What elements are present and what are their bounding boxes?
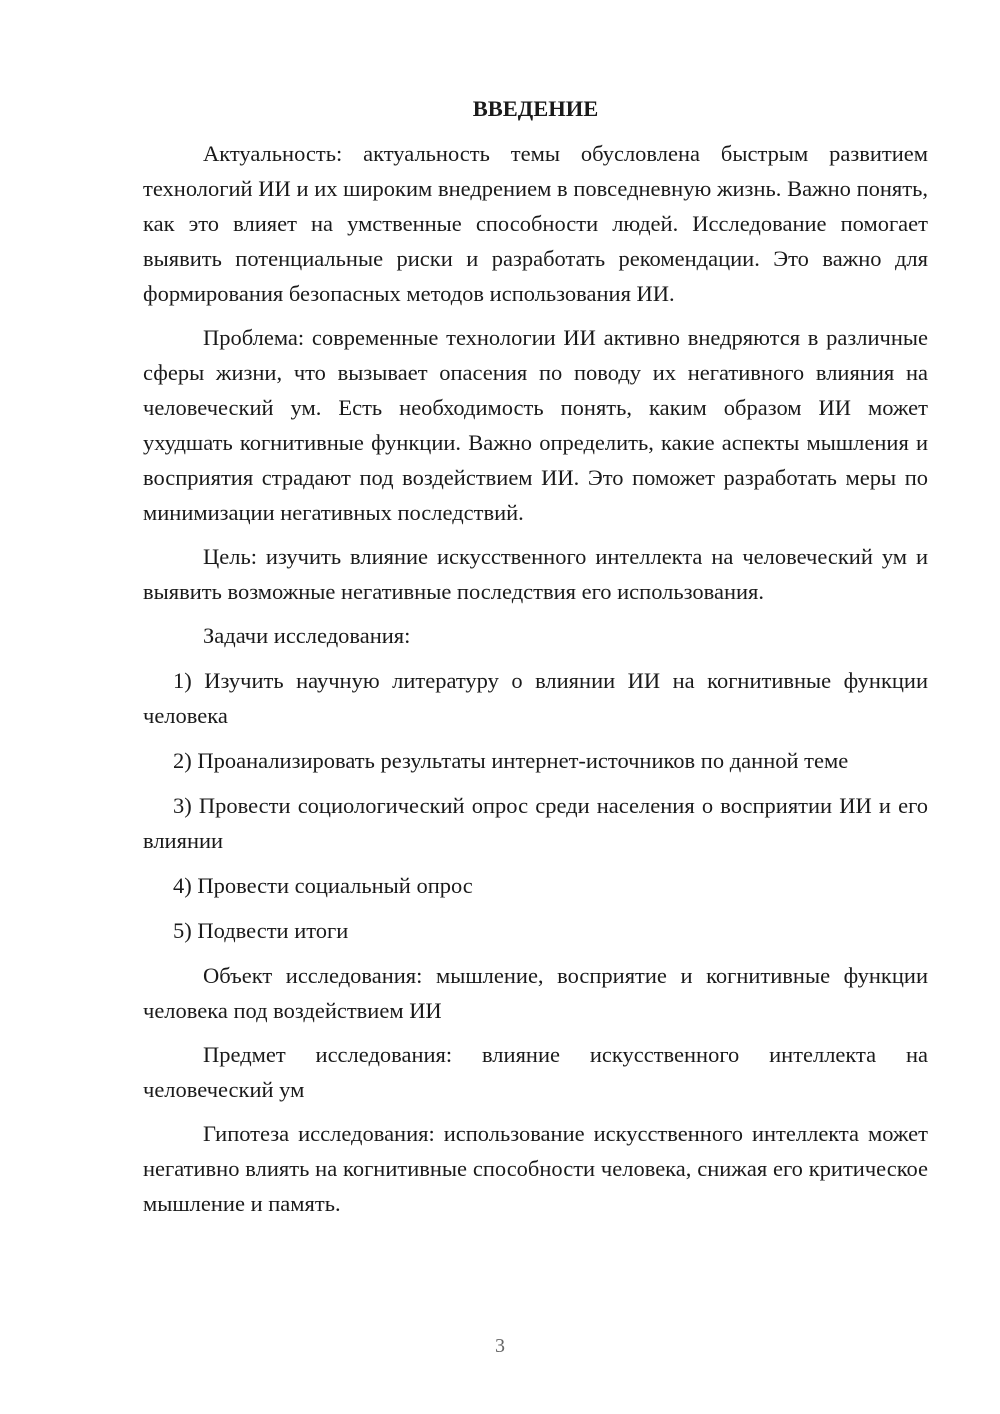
problem-paragraph: Проблема: современные технологии ИИ активно внедряются в различные сферы жизни, что вызывает опасения по поводу их негативного влияния на человеческий ум. Есть необходимость понять, каким образом ИИ может ухудшать когнитивные функции. Важно определить, какие аспекты мышления и восприятия страдают под воздействием ИИ. Это поможет разработать меры по минимизации негативных последствий. — [143, 325, 928, 525]
document-page — [143, 94, 928, 1230]
page-title: ВВЕДЕНИЕ — [472, 96, 599, 121]
relevance-paragraph: Актуальность: актуальность темы обусловлена быстрым развитием технологий ИИ и их широким внедрением в повседневную жизнь. Важно понять, как это влияет на умственные способности людей. Исследование помогает выявить потенциальные риски и разработать рекомендации. Это важно для формирования безопасных методов использования ИИ. — [143, 141, 928, 306]
object-paragraph: Объект исследования: мышление, восприятие и когнитивные функции человека под воздействием ИИ — [143, 963, 928, 1023]
task-item-1: 1) Изучить научную литературу о влиянии ИИ на когнитивные функции человека — [143, 668, 928, 728]
page-number: 3 — [495, 1335, 505, 1357]
tasks-heading: Задачи исследования: — [203, 623, 411, 648]
hypothesis-paragraph: Гипотеза исследования: использование искусственного интеллекта может негативно влиять на когнитивные способности человека, снижая его критическое мышление и память. — [143, 1121, 928, 1216]
goal-paragraph: Цель: изучить влияние искусственного интеллекта на человеческий ум и выявить возможные негативные последствия его использования. — [143, 544, 928, 604]
task-item-3: 3) Провести социологический опрос среди населения о восприятии ИИ и его влиянии — [143, 793, 928, 853]
subject-paragraph: Предмет исследования: влияние искусственного интеллекта на человеческий ум — [143, 1042, 928, 1102]
task-item-4: 4) Провести социальный опрос — [173, 873, 473, 898]
task-item-5: 5) Подвести итоги — [173, 918, 349, 943]
task-item-2: 2) Проанализировать результаты интернет-источников по данной теме — [173, 748, 849, 773]
tasks-list — [143, 663, 928, 948]
